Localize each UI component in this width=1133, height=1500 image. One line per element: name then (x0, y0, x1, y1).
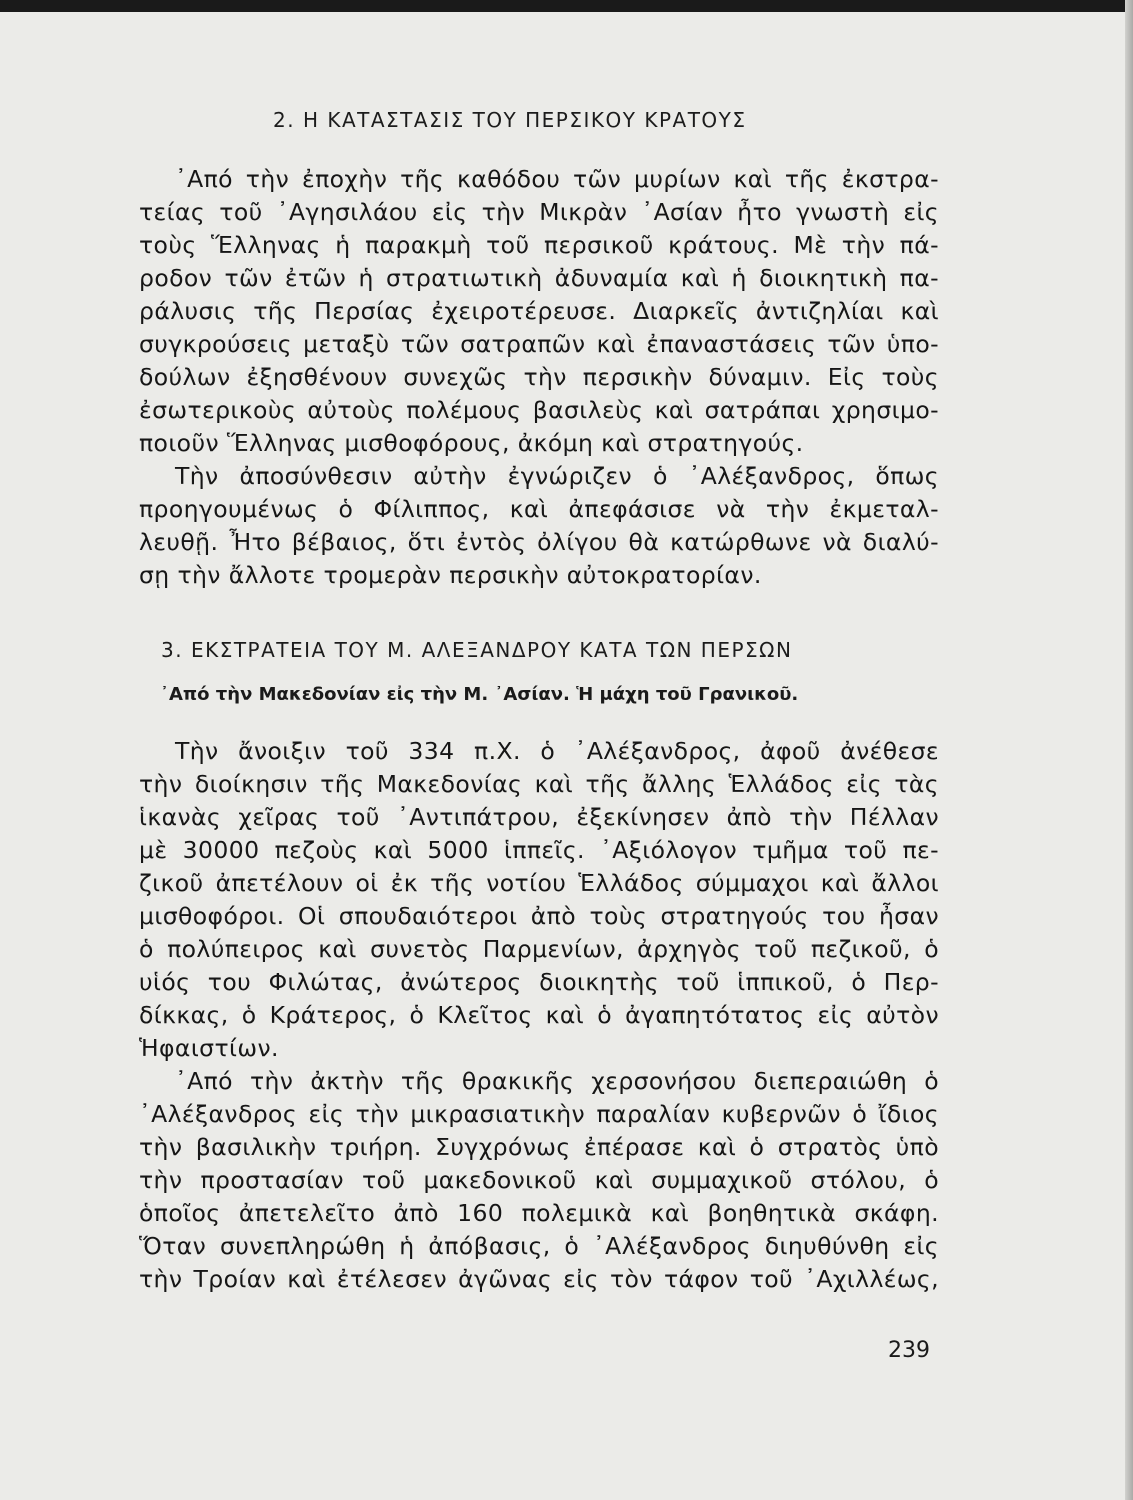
text-line: δίκκας, ὁ Κράτερος, ὁ Κλεῖτος καὶ ὁ ἀγαπητότατος εἰς αὐτὸν (139, 1001, 939, 1029)
text-line: τὴν προστασίαν τοῦ μακεδονικοῦ καὶ συμμαχικοῦ στόλου, ὁ (139, 1166, 939, 1194)
text-line: προηγουμένως ὁ Φίλιππος, καὶ ἀπεφάσισε νὰ τὴν ἐκμεταλ- (139, 495, 939, 523)
text-line: τὴν Τροίαν καὶ ἐτέλεσεν ἀγῶνας εἰς τὸν τάφον τοῦ ᾿Αχιλλέως, (139, 1265, 939, 1293)
text-line: Ἡφαιστίων. (139, 1034, 279, 1062)
section-3-subheading: ᾿Από τὴν Μακεδονίαν εἰς τὴν Μ. ᾿Ασίαν. Ἡ μάχη τοῦ Γρανικοῦ. (160, 684, 799, 705)
text-line: Τὴν ἀποσύνθεσιν αὐτὴν ἐγνώριζεν ὁ ᾿Αλέξανδρος, ὅπως (175, 462, 939, 490)
page-number: 239 (888, 1338, 930, 1363)
text-line: υἱός του Φιλώτας, ἀνώτερος διοικητὴς τοῦ ἱππικοῦ, ὁ Περ- (139, 968, 939, 996)
text-line: τοὺς Ἕλληνας ἡ παρακμὴ τοῦ περσικοῦ κράτους. Μὲ τὴν πά- (139, 231, 939, 259)
page-top-border (0, 0, 1133, 12)
text-line: τὴν βασιλικὴν τριήρη. Συγχρόνως ἐπέρασε καὶ ὁ στρατὸς ὑπὸ (139, 1133, 939, 1161)
text-line: συγκρούσεις μεταξὺ τῶν σατραπῶν καὶ ἐπαναστάσεις τῶν ὑπο- (139, 330, 939, 358)
page-right-edge (1125, 0, 1133, 1500)
text-line: μισθοφόροι. Οἱ σπουδαιότεροι ἀπὸ τοὺς στρατηγούς του ἦσαν (139, 902, 939, 930)
text-line: ᾿Από τὴν ἐποχὴν τῆς καθόδου τῶν μυρίων καὶ τῆς ἐκστρα- (175, 165, 939, 193)
text-line: ὁ πολύπειρος καὶ συνετὸς Παρμενίων, ἀρχηγὸς τοῦ πεζικοῦ, ὁ (139, 935, 939, 963)
text-line: Ὅταν συνεπληρώθη ἡ ἀπόβασις, ὁ ᾿Αλέξανδρος διηυθύνθη εἰς (139, 1232, 939, 1260)
text-line: λευθῇ. Ἦτο βέβαιος, ὅτι ἐντὸς ὀλίγου θὰ κατώρθωνε νὰ διαλύ- (139, 528, 939, 556)
text-line: μὲ 30000 πεζοὺς καὶ 5000 ἱππεῖς. ᾿Αξιόλογον τμῆμα τοῦ πε- (139, 836, 939, 864)
text-line: ὁποῖος ἀπετελεῖτο ἀπὸ 160 πολεμικὰ καὶ βοηθητικὰ σκάφη. (139, 1199, 939, 1227)
text-line: ράλυσις τῆς Περσίας ἐχειροτέρευσε. Διαρκεῖς ἀντιζηλίαι καὶ (139, 297, 939, 325)
text-line: ἐσωτερικοὺς αὐτοὺς πολέμους βασιλεὺς καὶ σατράπαι χρησιμο- (139, 396, 939, 424)
section-2-heading: 2. Η ΚΑΤΑΣΤΑΣΙΣ ΤΟΥ ΠΕΡΣΙΚΟΥ ΚΡΑΤΟΥΣ (273, 108, 747, 132)
text-line: ροδον τῶν ἐτῶν ἡ στρατιωτικὴ ἀδυναμία καὶ ἡ διοικητικὴ πα- (139, 264, 939, 292)
text-line: σῃ τὴν ἄλλοτε τρομερὰν περσικὴν αὐτοκρατορίαν. (139, 561, 762, 589)
text-line: ποιοῦν Ἕλληνας μισθοφόρους, ἀκόμη καὶ στρατηγούς. (139, 429, 804, 457)
text-line: ζικοῦ ἀπετέλουν οἱ ἐκ τῆς νοτίου Ἑλλάδος σύμμαχοι καὶ ἄλλοι (139, 869, 939, 897)
text-line: ἱκανὰς χεῖρας τοῦ ᾿Αντιπάτρου, ἐξεκίνησεν ἀπὸ τὴν Πέλλαν (139, 803, 939, 831)
text-line: τείας τοῦ ᾿Αγησιλάου εἰς τὴν Μικρὰν ᾿Ασίαν ἦτο γνωστὴ εἰς (139, 198, 939, 226)
text-line: Τὴν ἄνοιξιν τοῦ 334 π.Χ. ὁ ᾿Αλέξανδρος, ἀφοῦ ἀνέθεσε (175, 737, 939, 765)
text-line: τὴν διοίκησιν τῆς Μακεδονίας καὶ τῆς ἄλλης Ἑλλάδος εἰς τὰς (139, 770, 939, 798)
section-3-heading: 3. ΕΚΣΤΡΑΤΕΙΑ ΤΟΥ Μ. ΑΛΕΞΑΝΔΡΟΥ ΚΑΤΑ ΤΩΝ ΠΕΡΣΩΝ (161, 638, 793, 662)
text-line: ᾿Αλέξανδρος εἰς τὴν μικρασιατικὴν παραλίαν κυβερνῶν ὁ ἴδιος (139, 1100, 939, 1128)
text-line: ᾿Από τὴν ἀκτὴν τῆς θρακικῆς χερσονήσου διεπεραιώθη ὁ (175, 1067, 939, 1095)
text-line: δούλων ἐξησθένουν συνεχῶς τὴν περσικὴν δύναμιν. Εἰς τοὺς (139, 363, 939, 391)
